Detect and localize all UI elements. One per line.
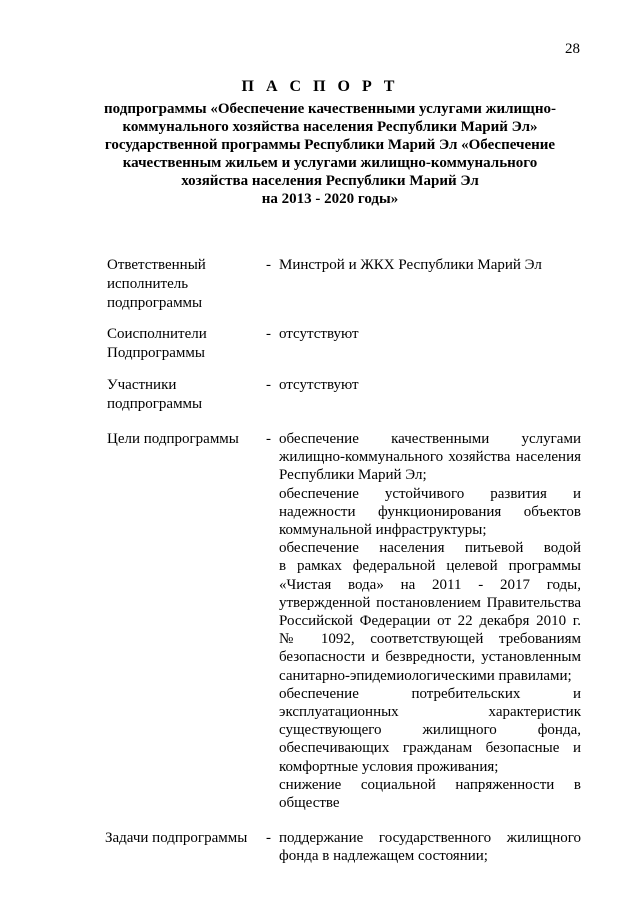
row-dash: -	[266, 431, 271, 447]
value-line: надежности функционирования объектов	[279, 503, 581, 520]
row-value	[279, 829, 581, 865]
row-dash: -	[266, 257, 271, 273]
value-line: снижение социальной напряженности в	[279, 776, 581, 793]
label-line: исполнитель	[107, 276, 189, 292]
row-value	[279, 256, 581, 274]
value-line: поддержание государственного жилищного	[279, 830, 581, 846]
value-line: «Чистая вода» на 2011 - 2017 годы,	[279, 576, 581, 593]
value-line: обеспечивающих гражданам безопасные и	[279, 740, 581, 757]
value-line: безопасности и безвредности, установленным	[279, 649, 581, 666]
value-line: № 1092, соответствующей требованиям	[279, 631, 581, 648]
label-line: Соисполнители	[107, 326, 207, 342]
row-label	[107, 325, 262, 363]
value-line: существующего жилищного фонда,	[279, 722, 581, 739]
subtitle-line: государственной программы Республики Марий Эл «Обеспечение	[104, 137, 556, 153]
label-line: Ответственный	[107, 257, 206, 273]
subtitle-line: качественным жильем и услугами жилищно-коммунального	[122, 155, 538, 171]
value-line: Минстрой и ЖКХ Республики Марий Эл	[279, 257, 542, 273]
value-line: коммунальной инфраструктуры;	[279, 522, 487, 539]
row-label	[107, 256, 262, 313]
value-line: обеспечение населения питьевой водой	[279, 540, 581, 557]
row-dash: -	[266, 830, 271, 846]
value-line: обществе	[279, 795, 340, 812]
row-label	[107, 376, 262, 414]
value-line: обеспечение устойчивого развития и	[279, 485, 581, 502]
row-label	[105, 829, 260, 848]
value-line: обеспечение качественными услугами	[279, 431, 581, 447]
label-line: Подпрограммы	[107, 345, 205, 361]
value-line: утвержденной постановлением Правительства	[279, 594, 581, 611]
subtitle-line: на 2013 - 2020 годы»	[261, 191, 399, 207]
label-line: подпрограммы	[107, 295, 203, 311]
value-line: комфортные условия проживания;	[279, 758, 499, 775]
value-line: обеспечение потребительских и	[279, 685, 581, 702]
row-dash: -	[266, 326, 271, 342]
value-line: эксплуатационных характеристик	[279, 704, 581, 721]
label-line: Цели подпрограммы	[107, 431, 239, 447]
value-line: отсутствуют	[279, 377, 359, 393]
subtitle-line: хозяйства населения Республики Марий Эл	[181, 173, 479, 189]
value-line: санитарно-эпидемиологическими правилами;	[279, 667, 572, 684]
label-line: Задачи подпрограммы	[105, 830, 248, 846]
value-line: Российской Федерации от 22 декабря 2010 г.	[279, 613, 581, 630]
row-dash: -	[266, 377, 271, 393]
value-line: в рамках федеральной целевой программы	[279, 558, 581, 575]
page-number: 28	[565, 41, 580, 57]
subtitle-line: коммунального хозяйства населения Республики Марий Эл»	[122, 119, 538, 135]
row-value	[279, 376, 581, 394]
value-line: жилищно-коммунального хозяйства населения	[279, 449, 581, 466]
document-title: П А С П О Р Т	[241, 78, 399, 95]
value-line: отсутствуют	[279, 326, 359, 342]
label-line: подпрограммы	[107, 396, 203, 412]
row-value	[279, 325, 581, 343]
label-line: Участники	[107, 377, 177, 393]
value-line: Республики Марий Эл;	[279, 467, 427, 484]
subtitle-line: подпрограммы «Обеспечение качественными услугами жилищно-	[104, 101, 556, 117]
value-line: фонда в надлежащем состоянии;	[279, 848, 488, 865]
row-value	[279, 430, 581, 812]
row-label	[107, 430, 262, 449]
document-subtitle	[80, 100, 580, 208]
